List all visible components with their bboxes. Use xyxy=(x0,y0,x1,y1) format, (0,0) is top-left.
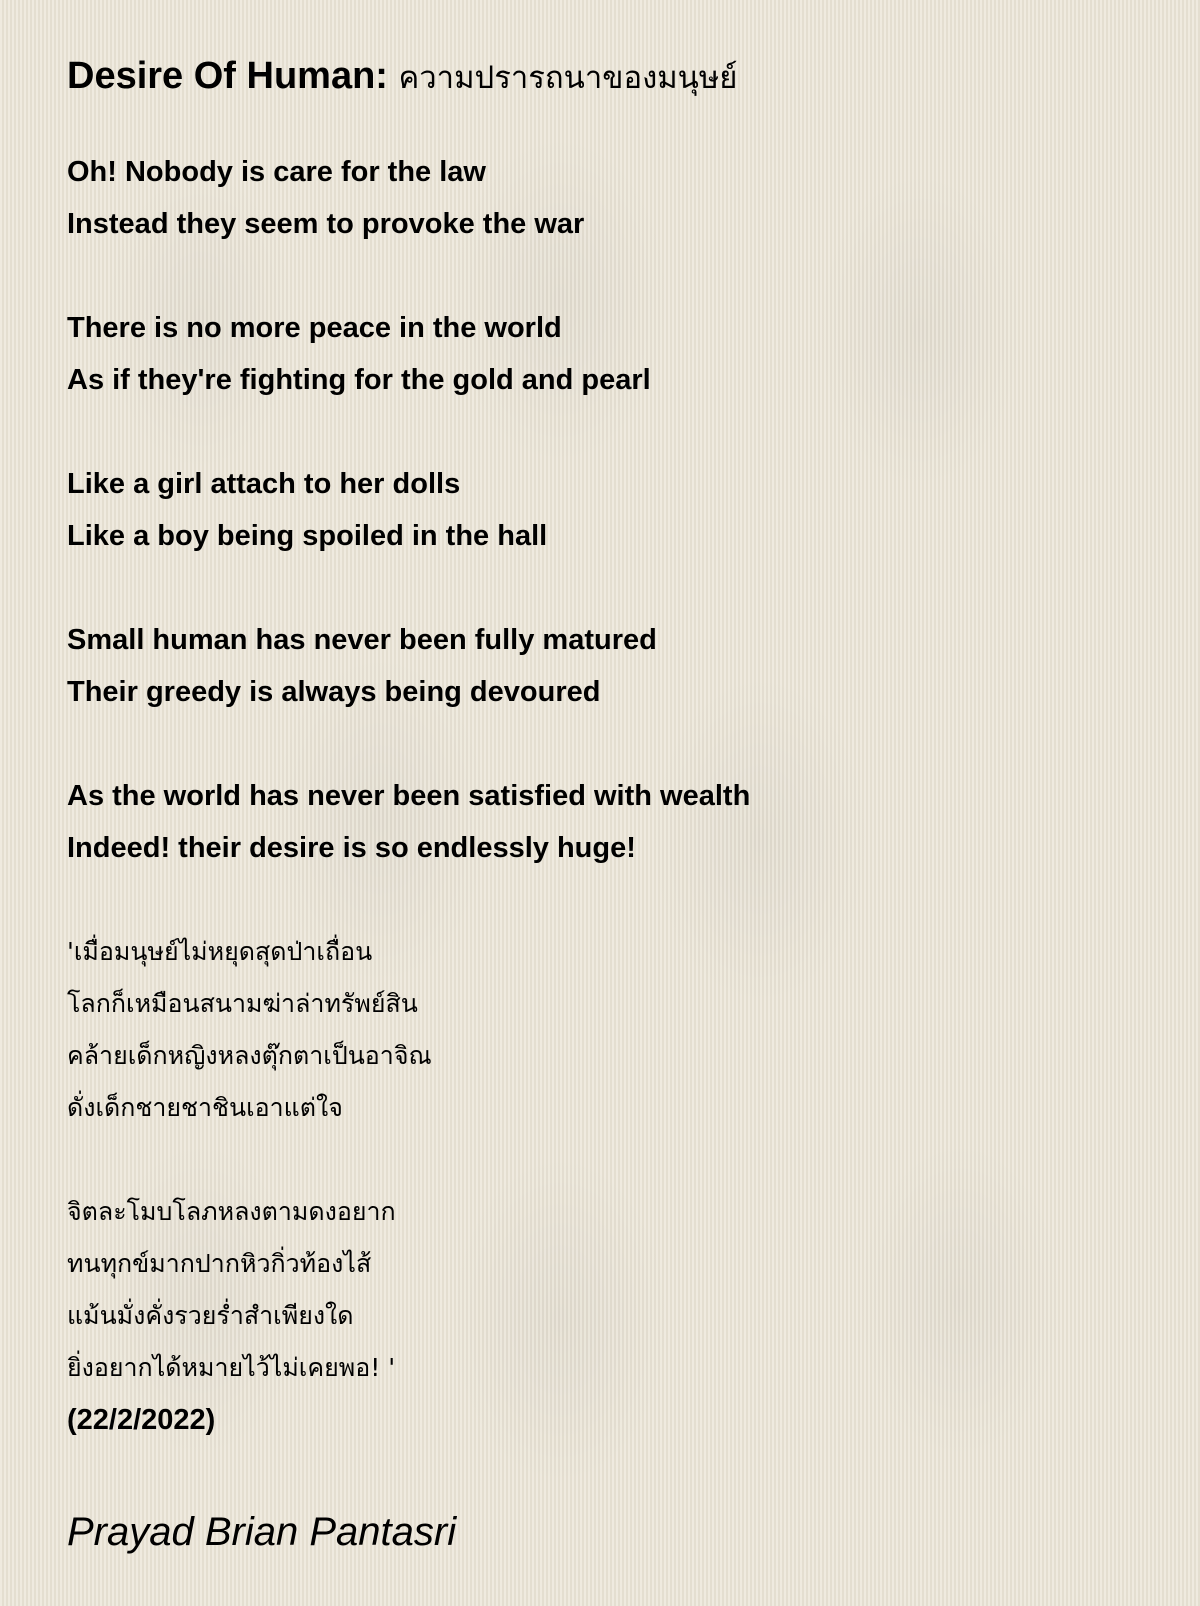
poem-line-thai: คล้ายเด็กหญิงหลงตุ๊กตาเป็นอาจิณ xyxy=(67,1041,432,1070)
poem-line: Their greedy is always being devoured xyxy=(67,676,601,708)
stanza-gap xyxy=(67,562,1147,614)
stanza-gap xyxy=(67,718,1147,770)
poem-line: Oh! Nobody is care for the law xyxy=(67,156,486,188)
poem-line: There is no more peace in the world xyxy=(67,312,562,344)
poem-title-thai: ความปรารถนาของมนุษย์ xyxy=(398,60,738,96)
poem-line-thai: จิตละโมบโลภหลงตามดงอยาก xyxy=(67,1197,396,1226)
stanza-gap xyxy=(67,874,1147,926)
poem-line: As if they're fighting for the gold and pearl xyxy=(67,364,651,396)
poem-line: As the world has never been satisfied with wealth xyxy=(67,780,751,812)
poem-line-thai: ยิ่งอยากได้หมายไว้ไม่เคยพอ! ' xyxy=(67,1353,396,1382)
poem-line-thai: 'เมื่อมนุษย์ไม่หยุดสุดป่าเถื่อน xyxy=(67,937,373,966)
poem-line-thai: ทนทุกข์มากปากหิวกิ่วท้องไส้ xyxy=(67,1249,372,1278)
poem-author: Prayad Brian Pantasri xyxy=(67,1510,457,1554)
stanza-gap xyxy=(67,406,1147,458)
poem-line: Instead they seem to provoke the war xyxy=(67,208,585,240)
poem-page xyxy=(67,46,1147,1558)
stanza-gap xyxy=(67,1134,1147,1186)
poem-body xyxy=(67,146,1147,1446)
stanza-gap xyxy=(67,250,1147,302)
poem-date: (22/2/2022) xyxy=(67,1404,216,1436)
poem-line-thai: โลกก็เหมือนสนามฆ่าล่าทรัพย์สิน xyxy=(67,989,418,1018)
poem-line: Small human has never been fully matured xyxy=(67,624,657,656)
poem-line: Like a boy being spoiled in the hall xyxy=(67,520,548,552)
poem-title-english: Desire Of Human: xyxy=(67,55,388,97)
poem-line: Like a girl attach to her dolls xyxy=(67,468,461,500)
poem-line: Indeed! their desire is so endlessly huge! xyxy=(67,832,636,864)
poem-line-thai: แม้นมั่งคั่งรวยร่ำสำเพียงใด xyxy=(67,1301,354,1330)
poem-line-thai: ดั่งเด็กชายชาชินเอาแต่ใจ xyxy=(67,1093,343,1122)
poem-title xyxy=(67,46,1147,108)
